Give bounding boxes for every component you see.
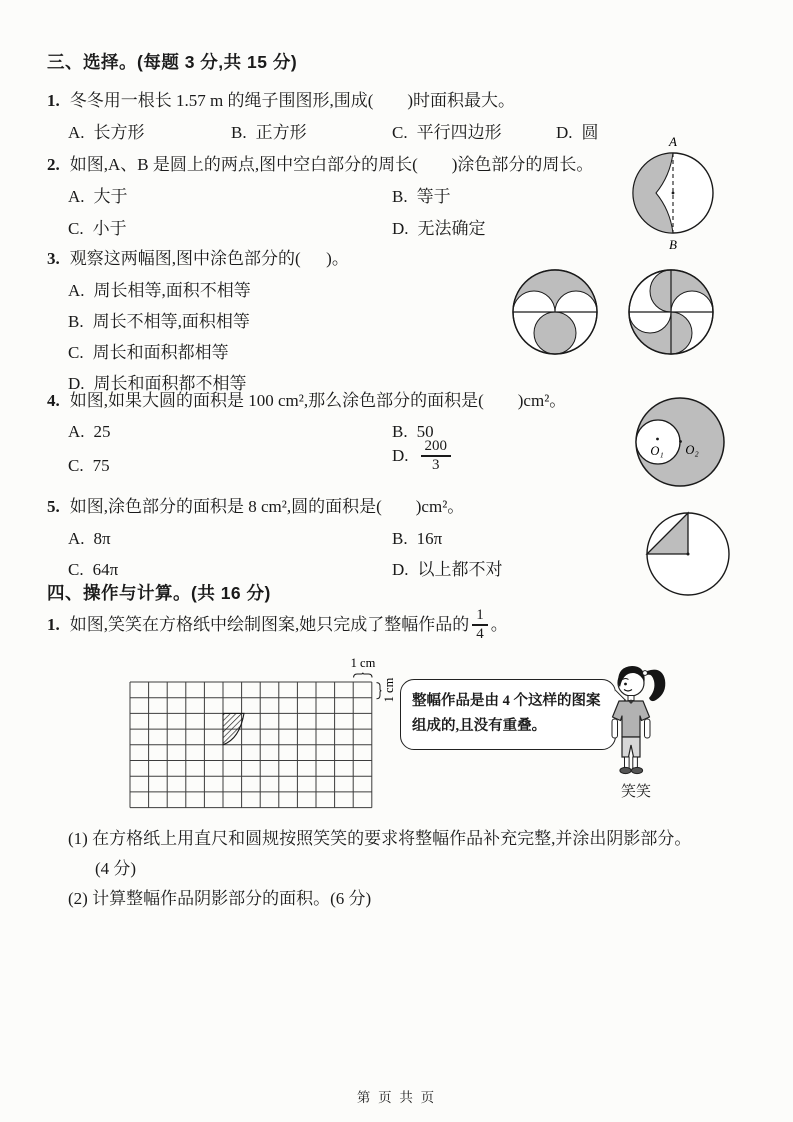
q4-option-b: B. 50 <box>392 422 434 441</box>
q5-circle-figure <box>636 504 736 604</box>
question-1-number: 1. <box>47 91 60 110</box>
grid-right-label: 1 cm <box>382 677 396 703</box>
ops-q1-sub2: (2) 计算整幅作品阴影部分的面积。(6 分) <box>68 889 372 908</box>
speech-bubble-line2: 组成的,且没有重叠。 <box>412 718 547 735</box>
question-1 <box>47 90 515 111</box>
q2-circle-figure <box>628 134 718 252</box>
q4-option-c: C. 75 <box>68 456 110 475</box>
q2-label-b: B <box>669 237 677 252</box>
grid-lines <box>130 682 372 808</box>
question-2-text: 如图,A、B 是圆上的两点,图中空白部分的周长( )涂色部分的周长。 <box>69 155 594 174</box>
q5-option-b: B. 16π <box>392 529 443 548</box>
q5-option-a: A. 8π <box>68 529 111 548</box>
q3-option-d: D. 周长和面积都不相等 <box>68 374 247 393</box>
grid-top-label: 1 cm <box>350 656 376 670</box>
girl-ponytail <box>647 670 665 701</box>
q3-circles-figure <box>508 266 718 358</box>
question-2: 2. 如图,A、B 是圆上的两点,图中空白部分的周长( )涂色部分的周长。 <box>47 155 594 174</box>
q4-center-dot-o2 <box>679 440 682 443</box>
q2-center-dot <box>672 192 675 195</box>
question-3-text: 观察这两幅图,图中涂色部分的( )。 <box>69 249 349 268</box>
q4-option-d-fraction: $\frac{200}{3}$ <box>421 438 452 474</box>
q4-label-o2: O₂ <box>685 443 699 457</box>
question-4: 4. 如图,如果大圆的面积是 100 cm²,那么涂色部分的面积是( )cm²。 <box>47 391 567 410</box>
q5-option-d: D. 以上都不对 <box>392 560 503 579</box>
q4-option-d: D. $\frac{200}{3}$ <box>392 438 454 474</box>
girl-shirt <box>613 701 650 737</box>
question-4-text: 如图,如果大圆的面积是 100 cm²,那么涂色部分的面积是( )cm²。 <box>69 391 567 410</box>
section-choice-title: 三、选择。(每题 3 分,共 15 分) <box>47 52 298 72</box>
question-3: 3. 观察这两幅图,图中涂色部分的( )。 <box>47 249 349 268</box>
q5-center-dot <box>687 553 690 556</box>
question-5-text: 如图,涂色部分的面积是 8 cm²,圆的面积是( )cm²。 <box>69 497 465 516</box>
q4-label-o1: O₁ <box>650 444 664 458</box>
girl-illustration <box>600 660 692 792</box>
girl-right-arm <box>645 719 651 738</box>
ops-q1-sub1: (1) 在方格纸上用直尺和圆规按照笑笑的要求将整幅作品补充完整,并涂出阴影部分。 <box>68 829 692 848</box>
q2-option-d: D. 无法确定 <box>392 219 486 238</box>
q2-label-a: A <box>669 134 677 149</box>
grid-right-brace <box>377 683 382 699</box>
q2-option-a: A. 大于 <box>68 187 128 206</box>
q1-option-b: B. 正方形 <box>231 123 307 142</box>
girl-right-leg <box>633 757 638 768</box>
grid-top-brace <box>354 673 372 678</box>
ops-q1-fraction: $\frac{1}{4}$ <box>472 607 488 643</box>
q1-option-c: C. 平行四边形 <box>392 123 502 142</box>
q1-option-d: D. 圆 <box>556 123 599 142</box>
q5-option-c: C. 64π <box>68 560 119 579</box>
q2-option-b: B. 等于 <box>392 187 451 206</box>
section-ops-title: 四、操作与计算。(共 16 分) <box>47 583 271 603</box>
girl-scrunchie <box>643 671 648 676</box>
q2-option-c: C. 小于 <box>68 219 127 238</box>
q4-option-a: A. 25 <box>68 422 111 441</box>
question-1-text: 冬冬用一根长 1.57 m 的绳子围图形,围成( )时面积最大。 <box>69 91 516 110</box>
speech-bubble-line1: 整幅作品是由 4 个这样的图案 <box>412 693 601 709</box>
q3-option-c: C. 周长和面积都相等 <box>68 343 229 362</box>
grid-figure <box>116 652 408 824</box>
q3-option-a: A. 周长相等,面积不相等 <box>68 281 251 300</box>
girl-right-shoe <box>631 767 642 773</box>
girl-left-arm <box>612 719 618 738</box>
girl-left-leg <box>625 757 630 768</box>
q3-option-b: B. 周长不相等,面积相等 <box>68 312 250 331</box>
girl-eye <box>624 683 627 686</box>
girl-left-shoe <box>620 767 631 773</box>
q3-left-shaded-small-circle <box>534 312 576 354</box>
q1-option-a: A. 长方形 <box>68 123 145 142</box>
question-5: 5. 如图,涂色部分的面积是 8 cm²,圆的面积是( )cm²。 <box>47 497 465 516</box>
speech-bubble <box>400 679 616 750</box>
girl-pants <box>622 737 640 757</box>
q4-circles-figure <box>624 394 736 490</box>
ops-q1-text: 如图,笑笑在方格纸中绘制图案,她只完成了整幅作品的 <box>69 615 470 635</box>
page-footer: 第 页 共 页 <box>356 1090 437 1105</box>
girl-name-label: 笑笑 <box>620 784 651 800</box>
q4-center-dot-o1 <box>656 438 659 441</box>
ops-q1-sub1-score: (4 分) <box>95 859 137 878</box>
ops-question-1: 1. 如图,笑笑在方格纸中绘制图案,她只完成了整幅作品的 $\frac{1}{4}$ 。 <box>47 607 508 642</box>
